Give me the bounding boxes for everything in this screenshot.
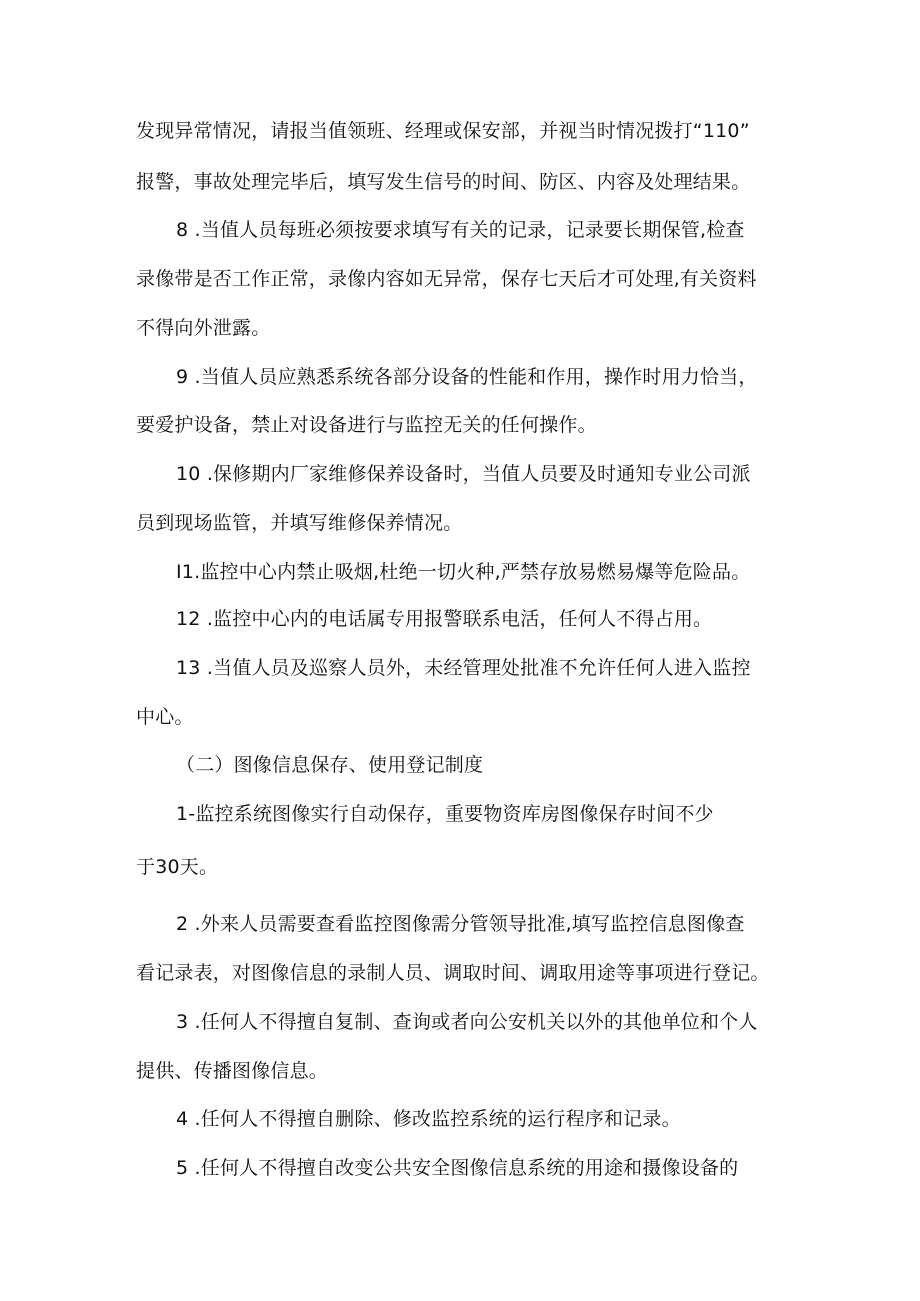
- section-heading: （二）图像信息保存、使用登记制度: [176, 754, 484, 776]
- item-3-line-2: 提供、传播图像信息。: [136, 1060, 329, 1082]
- item-8-line-2: 录像带是否工作正常，录像内容如无异常，保存七天后才可处理,有关资料: [136, 268, 757, 290]
- item-13-line-2: 中心。: [136, 706, 194, 728]
- paragraph-line-2: 报警，事故处理完毕后，填写发生信号的时间、防区、内容及处理结果。: [136, 171, 751, 193]
- item-13-line-1: 13 .当值人员及巡察人员外，未经管理处批准不允许任何人进入监控: [176, 657, 751, 679]
- item-10-line-2: 员到现场监管，并填写维修保养情况。: [136, 512, 463, 534]
- item-5-line: 5 .任何人不得擅自改变公共安全图像信息系统的用途和摄像设备的: [176, 1157, 739, 1179]
- item-9-line-1: 9 .当值人员应熟悉系统各部分设备的性能和作用，操作时用力恰当，: [176, 366, 758, 388]
- item-2-line-1: 2 .外来人员需要查看监控图像需分管领导批准,填写监控信息图像查: [176, 913, 745, 935]
- item-10-line-1: 10 .保修期内厂家维修保养设备时，当值人员要及时通知专业公司派: [176, 463, 751, 485]
- item-11-line: I1.监控中心内禁止吸烟,杜绝一切火种,严禁存放易燃易爆等危险品。: [176, 561, 751, 583]
- paragraph-line-1: 发现异常情况，请报当值领班、经理或保安部，并视当时情况拨打“110”: [136, 120, 750, 142]
- item-12-line: 12 .监控中心内的电话属专用报警联系电活，任何人不得占用。: [176, 608, 713, 630]
- item-4-line: 4 .任何人不得擅自删除、修改监控系统的运行程序和记录。: [176, 1108, 681, 1130]
- item-1-line-2: 于30天。: [136, 856, 219, 878]
- item-2-line-2: 看记录表，对图像信息的录制人员、调取时间、调取用途等事项进行登记。: [136, 962, 770, 984]
- item-1-line-1: 1-监控系统图像实行自动保存，重要物资库房图像保存时间不少: [176, 803, 714, 825]
- item-3-line-1: 3 .任何人不得擅自复制、查询或者向公安机关以外的其他单位和个人: [176, 1011, 758, 1033]
- item-8-line-3: 不得向外泄露。: [136, 317, 271, 339]
- item-9-line-2: 要爱护设备，禁止对设备进行与监控无关的任何操作。: [136, 414, 597, 436]
- item-8-line-1: 8 .当值人员每班必须按要求填写有关的记录，记录要长期保管,检查: [176, 219, 745, 241]
